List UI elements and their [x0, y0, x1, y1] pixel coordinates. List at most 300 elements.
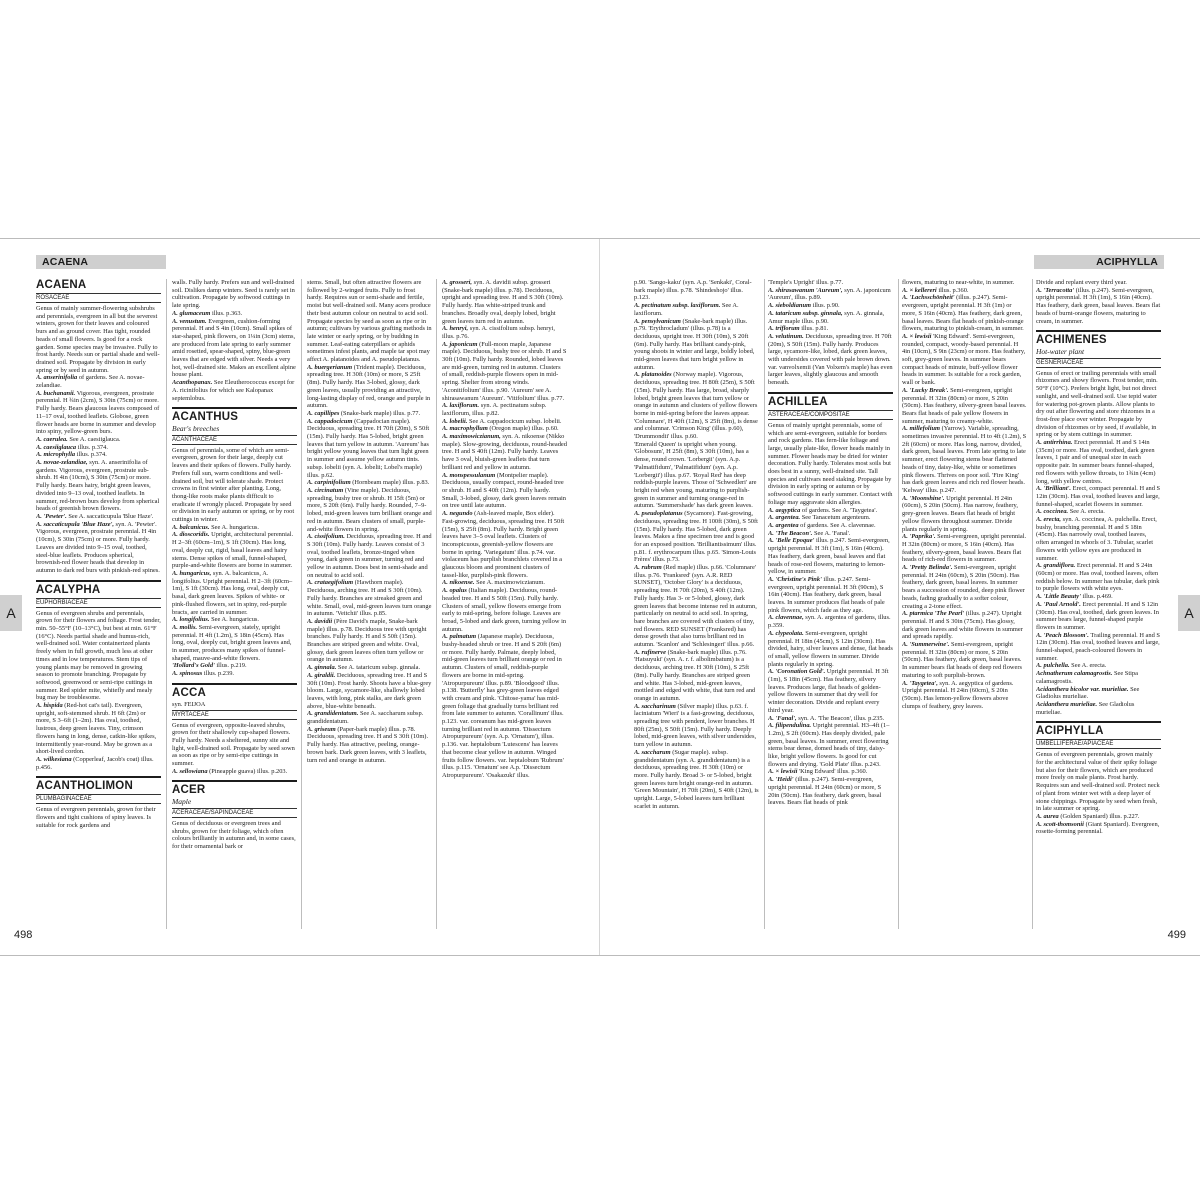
plant-entry — [902, 333, 1027, 387]
plant-description: See Gladiolus murieliae. — [1036, 685, 1140, 701]
plant-entry — [1036, 821, 1161, 836]
plant-description: illus. p.239. — [203, 670, 234, 678]
plant-name: 'Hollard's Gold' — [172, 662, 215, 670]
plant-description: syn. A. cissifolium subsp. henryi, illus. p.76. — [442, 325, 555, 340]
plant-name: A. henryi, — [442, 325, 469, 333]
plant-description: of gardens. See A. 'Taygetea'. — [801, 506, 878, 514]
plant-entry — [768, 522, 893, 530]
family-name: MYRTACEAE — [172, 710, 297, 720]
plant-entry — [172, 616, 297, 624]
plant-name: A. buergerianum — [307, 363, 353, 371]
text-column — [172, 279, 297, 929]
plant-entry — [634, 302, 759, 317]
plant-name: A. sieboldianum — [768, 302, 811, 310]
plant-entry — [634, 703, 759, 749]
family-name: ACERACEAE/SAPINDACEAE — [172, 808, 297, 818]
family-name: GESNERIACEAE — [1036, 358, 1161, 368]
plant-entry — [902, 425, 1027, 494]
plant-name: A. 'Belle Epoque' — [768, 537, 815, 545]
plant-entry — [902, 294, 1027, 333]
plant-entry — [442, 279, 567, 325]
plant-name: A. velutinum. — [768, 332, 804, 340]
plant-name: A. platanoides — [634, 371, 672, 379]
plant-name: A. circinatum — [307, 486, 344, 494]
plant-description: Vigorous, evergreen, prostrate perennial. H ¾in (2cm), S 30in (75cm) or more. Fully hardy. Bears glaucous leaves composed of 11–17 oval, toothed leaflets. Globose, green flower heads are borne in summer and develop into spiny, yellow-green burs. — [36, 389, 160, 436]
plant-entry — [172, 531, 297, 570]
plant-name: A. microphylla — [36, 451, 76, 459]
plant-name: A. negundo — [442, 510, 473, 518]
plant-description: (Cappadocian maple). Deciduous, spreading tree. H 70ft (20m), S 50ft (15m). Fully hardy. Has 5-lobed, bright green leaves that turn yellow in autumn. 'Aureum' has bright yellow young leaves that turn light green in summer and assume yellow autumn tints. subsp. lobelii (syn. A. lobelii; Lobel's maple) illus. p.62. — [307, 417, 430, 479]
plant-entry — [768, 768, 893, 776]
plant-entry — [36, 374, 161, 389]
plant-entry — [1036, 485, 1161, 508]
plant-name: A. anserinifolia — [36, 374, 78, 382]
plant-name: A. davidii — [307, 617, 333, 625]
plant-description: See A. saccharum subsp. grandidentatum. — [307, 710, 424, 726]
plant-entry — [1036, 662, 1161, 670]
plant-entry — [768, 310, 893, 325]
plant-name: A. 'Moonshine'. — [902, 494, 945, 502]
plant-name: A. triflorum — [768, 325, 800, 333]
plant-description: (Hawthorn maple). Deciduous, arching tree. H and S 30ft (10m). Fully hardy. Branches are streaked green and white. Small, oval, mid-green leaves turn orange in autumn. 'Veitchii' illus. p.85. — [307, 579, 432, 618]
plant-entry — [172, 670, 297, 678]
plant-entry — [768, 776, 893, 807]
plant-description: (Sycamore). Fast-growing, deciduous, spreading tree. H 100ft (30m), S 50ft (15m). Fully hardy. Has 5-lobed, dark green leaves. Makes a fine specimen tree and is good for an exposed position. 'Brilliantissimum' illus. p.81. f. erythrocarpum illus. p.65. 'Simon-Louis Frères' illus. p.73. — [634, 510, 758, 564]
plant-description: (Père David's maple, Snake-bark maple) illus. p.78. Deciduous tree with upright branches. Fully hardy. H and S 50ft (15m). Branches are striped green and white. Oval, glossy, dark green leaves often turn yellow or orange in autumn. — [307, 617, 427, 664]
genus-description: Genus of evergreen perennials, grown for their flowers and tight cushions of spiny leaves. Is suitable for rock gardens and — [36, 806, 156, 829]
plant-entry — [1036, 287, 1161, 326]
plant-entry — [36, 390, 161, 436]
common-name: Maple — [172, 797, 192, 807]
plant-description: See A. saccaticupula 'Blue Haze'. — [68, 512, 154, 520]
plant-name: A. dioscoridis. — [172, 531, 210, 539]
plant-name: A. aegyptica — [768, 506, 801, 514]
plant-entry — [172, 379, 297, 402]
family-name: ASTERACEAE/COMPOSITAE — [768, 410, 893, 420]
running-head-right: ACIPHYLLA — [1034, 255, 1164, 269]
plant-name: A. 'Pewter'. — [36, 512, 67, 520]
plant-name: Achnatherum calamagrostis. — [1036, 670, 1113, 678]
text-column — [634, 279, 759, 929]
plant-name: A. 'Pretty Belinda'. — [902, 564, 953, 572]
plant-entry — [172, 768, 297, 776]
genus-description: Genus of evergreen perennials, grown mainly for the architectural value of their spiky foliage but also for their flowers, which are produced more freely on male plants. Frost hardy. Requires sun and well-drained soil. Protect neck of plant from winter wet with a deep layer of stone chippings. Propagate by seed when fresh, in late summer or spring. — [1036, 751, 1160, 813]
plant-description: (Pineapple guava) illus. p.203. — [209, 767, 288, 775]
plant-entry — [307, 664, 432, 672]
plant-description: See A. erecta. — [1069, 508, 1105, 516]
plant-name: A. 'Lucky Break'. — [902, 386, 949, 394]
thumb-index-tab-left: A — [0, 595, 22, 631]
text-column — [902, 279, 1027, 929]
plant-description: Erect perennial. H and S 24in (60cm) or more. Has oval, toothed leaves, often reddish below. In summer has tubular, dark pink to purple flowers with white eyes. — [1036, 562, 1160, 593]
plant-description: Deciduous, spreading tree. H and S 30ft (10m). Frost hardy. Shoots have a blue-grey bloom. Large, sycamore-like, shallowly lobed leaves, with long, pink stalks, are dark green above, blue-white beneath. — [307, 671, 432, 710]
plant-entry — [172, 624, 297, 663]
plant-name: A. 'Lachsschönheit' — [902, 294, 955, 302]
family-name: ACANTHACEAE — [172, 435, 297, 445]
plant-description: (Red-hot cat's tail). Evergreen, upright, soft-stemmed shrub. H 6ft (2m) or more, S 3–6ft (1–2m). Has oval, toothed, lustrous, deep green leaves. Tiny, crimson flowers hang in long, dense, catkin-like spikes, intermittently year-round. May be grown as a short-lived cordon. — [36, 702, 157, 756]
plant-description: (Vine maple). Deciduous, spreading, bushy tree or shrub. H 15ft (5m) or more, S 20ft (6m). Fully hardy. Rounded, 7–9-lobed, mid-green leaves turn brilliant orange and red in autumn. Bears clusters of small, purple-and-white flowers in spring. — [307, 486, 432, 533]
plant-description: (Paper-bark maple) illus. p.78. Deciduous, spreading tree. H and S 30ft (10m). Fully hardy. Has attractive, peeling, orange-brown bark. Dark green leaves, with 3 leaflets, turn red and orange in autumn. — [307, 725, 429, 764]
plant-entry — [36, 702, 161, 756]
plant-name: A. maximowiczianum, — [442, 433, 501, 441]
plant-description: (Snake-bark maple) illus. p.79. 'Erythrocladum' (illus. p.78) is a deciduous, upright tree. H 30ft (10m), S 20ft (6m). Fully hardy. Has brilliant candy-pink, young shoots in winter and large, boldly lobed, mid-green leaves that turn bright yellow in autumn. — [634, 317, 755, 371]
plant-entry — [36, 451, 161, 459]
genus-heading: ACER — [172, 780, 297, 797]
plant-description: Deciduous, spreading tree. H and S 30ft (10m). Fully hardy. Leaves consist of 3 oval, toothed leaflets, bronze-tinged when young, dark green in summer, turning red and yellow in autumn. Does best in semi-shade and on neutral to acid soil. — [307, 533, 432, 579]
plant-name: Acidanthera bicolor var. murieliae. — [1036, 685, 1129, 693]
plant-entry — [307, 618, 432, 664]
plant-description: syn. A. ginnala, Amur maple illus. p.90. — [768, 309, 885, 325]
plant-description: Deciduous, spreading tree. H 70ft (20m), S 50ft (15m). Fully hardy. Produces large, sycamore-like, lobed, dark green leaves, with undersides covered with pale brown down. var. vanvolxemii (Van Volxem's maple) has even larger leaves, slightly glaucous and smooth beneath. — [768, 332, 893, 387]
common-name: Bear's breeches — [172, 424, 220, 434]
plant-description: See Tanacetum argenteum. — [801, 514, 871, 522]
plant-description: of gardens. See A. clavennae. — [800, 521, 876, 529]
plant-entry — [172, 662, 297, 670]
plant-description: See A. 'Fanal'. — [814, 529, 851, 537]
plant-name: A. macrophyllum — [442, 425, 488, 433]
plant-entry — [634, 649, 759, 703]
plant-name: A. glumaceum — [172, 309, 211, 317]
plant-entry — [1036, 813, 1161, 821]
plant-description: syn. A. 'Pewter'. Vigorous, evergreen, prostrate perennial. H 4in (10cm), S 30in (75cm) or more. Fully hardy. Leaves are divided into 9–15 oval, toothed, steel-blue leaflets. Produces spherical, brownish-red flower heads that develop in autumn to dark red burs with pinkish-red spines. — [36, 520, 160, 574]
plant-description: (Golden Spaniard) illus. p.227. — [1060, 812, 1140, 820]
plant-description: See A. hungaricus. — [211, 616, 259, 624]
plant-description: of gardens. See A. novae-zelandiae. — [36, 374, 145, 390]
plant-description: (Norway maple). Vigorous, deciduous, spreading tree. H 80ft (25m), S 50ft (15m). Fully hardy. Has large, broad, sharply lobed, bright green leaves that turn yellow or orange in autumn and clusters of yellow flowers borne in mid-spring before the leaves appear. 'Columnare', H 40ft (12m), S 25ft (8m), is dense and columnar. 'Crimson King' (illus. p.60), 'Drummondii' illus. p.60. — [634, 371, 758, 441]
genus-heading: ACALYPHA — [36, 580, 161, 597]
plant-name: A. spinosus — [172, 670, 203, 678]
plant-description: illus. p.374. — [76, 451, 107, 459]
plant-name: A. 'Coronation Gold'. — [768, 668, 826, 676]
plant-entry — [1036, 670, 1161, 685]
plant-entry — [768, 722, 893, 768]
plant-entry — [1036, 686, 1161, 701]
plant-entry — [634, 749, 759, 811]
text-column — [1036, 279, 1161, 929]
plant-name: A. pectinatum subsp. laxiflorum. — [634, 302, 721, 310]
plant-description: illus. p.219. — [216, 662, 247, 670]
plant-name: A. shirasawanum 'Aureum', — [768, 286, 843, 294]
plant-description: (illus. p.247). Semi-evergreen, upright perennial. H 3ft (1m), S 16in (40cm). Has feathery, dark green, basal leaves. Bears flat heads of burnt-orange flowers, maturing to cream, in summer. — [1036, 286, 1161, 325]
genus-description: 'Temple's Upright' illus. p.77. — [768, 279, 844, 286]
synonym: syn. FEIJOA — [172, 700, 206, 708]
genus-description: p.90. 'Sango-kaku' (syn. A.p. 'Senkaki', Coral-bark maple) illus. p.78. 'Shindeshojo' illus. p.123. — [634, 279, 752, 302]
plant-entry — [1036, 508, 1161, 516]
family-name: UMBELLIFERAE/APIACEAE — [1036, 739, 1161, 749]
genus-description: Genus of mainly summer-flowering subshrubs and perennials, evergreen in all but the severest winters, grown for their leaves and coloured burs and as ground cover. Has tight, rounded heads of small flowers. Is good for a rock garden. Some species may be invasive. Fully to frost hardy. Needs sun or partial shade and well-drained soil. Propagate by division in early spring or by seed in autumn. — [36, 305, 160, 374]
plant-description: (illus. p.247). Semi-evergreen, upright perennial. H 3ft (1m) or more, S 16in (40cm). Has feathery, dark green, basal leaves. Bears flat heads of pinkish-orange flowers, maturing to pinkish-cream, in summer. — [902, 294, 1024, 333]
plant-description: (Ash-leaved maple, Box elder). Fast-growing, deciduous, spreading tree. H 50ft (15m), S 25ft (8m). Fully hardy. Bright green leaves have 3–5 oval leaflets. Clusters of inconspicuous, greenish-yellow flowers are borne in spring. 'Variegatum' illus. p.74. var. violaceum has purplish branchlets covered in a glaucous bloom and prominent clusters of tassel-like, purplish-pink flowers. — [442, 510, 565, 579]
plant-name: A. pseudoplatanus — [634, 510, 683, 518]
plant-name: A. buchananii. — [36, 389, 76, 397]
plant-entry — [902, 533, 1027, 564]
plant-entry — [307, 672, 432, 711]
plant-description: Semi-evergreen, upright perennial. H 24in (60cm), S 20in (50cm). Has feathery, dark green, basal leaves. In summer bears a succession of rounded, deep pink flower heads, fading gradually to a softer colour, creating a 2-tone effect. — [902, 564, 1025, 610]
plant-entry — [768, 302, 893, 310]
text-column — [768, 279, 893, 929]
plant-description: See Stipa calamagrostis. — [1036, 670, 1138, 685]
plant-entry — [36, 436, 161, 444]
thumb-index-tab-right: A — [1178, 595, 1200, 631]
plant-description: illus. p.469. — [1082, 593, 1113, 601]
plant-description: (Montpelier maple). Deciduous, usually compact, round-headed tree or shrub. H and S 40ft (12m). Fully hardy. Small, 3-lobed, glossy, dark green leaves remain on tree until late autumn. — [442, 471, 566, 510]
plant-name: Acidanthera murieliae. — [1036, 700, 1098, 708]
plant-entry — [172, 570, 297, 616]
genus-description: flowers, maturing to near-white, in summer. — [902, 279, 1015, 286]
plant-entry — [172, 318, 297, 380]
plant-description: (Full-moon maple, Japanese maple). Deciduous, bushy tree or shrub. H and S 30ft (10m). Fully hardy. Rounded, lobed leaves are mid-green, turning red in autumn. Clusters of small, reddish-purple flowers open in mid-spring. Shelter from strong winds. 'Aconitifolium' illus. p.90. 'Aureum' see A. shirasawanum 'Aureum'. 'Vitifolium' illus. p.77. — [442, 340, 567, 402]
genus-description: Genus of mainly upright perennials, some of which are semi-evergreen, suitable for borders and rock gardens. Has fern-like foliage and large, usually plate-like, flower heads mainly in summer. Flower heads may be dried for winter decoration. Fully hardy. Tolerates most soils but does best in a sunny, well-drained site. Tall species and cultivars need staking. Propagate by division in early spring or autumn or by softwood cuttings in early summer. Contact with foliage may aggravate skin allergies. — [768, 421, 893, 506]
plant-entry — [442, 633, 567, 779]
plant-entry — [442, 402, 567, 417]
plant-description: Upright perennial. H 24in (60cm), S 20in (50cm). Has narrow, feathery, grey-green leaves. Bears flat heads of bright yellow flowers throughout summer. Divide plants regularly in spring. — [902, 494, 1018, 533]
plant-description: Upright perennial. H 3ft (1m), S 18in (45cm). Has feathery, silvery leaves. Produces large, flat heads of golden-yellow flowers in summer that dry well for winter decoration. Divide and replant every third year. — [768, 668, 889, 714]
plant-entry — [307, 726, 432, 765]
plant-entry — [768, 630, 893, 669]
plant-description: (Silver maple) illus. p.63. f. laciniatum 'Wieri' is a fast-growing, deciduous, spreading tree with pendent, lower branches. H 80ft (25m), S 50ft (15m). Fully hardy. Deeply lobed, mid-green leaves, with silver undersides, turn yellow in autumn. — [634, 702, 757, 749]
plant-description: illus. p.360. — [938, 286, 969, 294]
plant-entry — [172, 310, 297, 318]
plant-entry — [1036, 601, 1161, 632]
column-divider — [764, 279, 765, 929]
plant-description: See Gladiolus murieliae. — [1036, 700, 1135, 716]
plant-entry — [442, 472, 567, 511]
plant-name: A. scott-thomsonii — [1036, 820, 1084, 828]
plant-entry — [768, 576, 893, 615]
plant-description: See A. cappadocicum subsp. lobelii. — [469, 417, 562, 425]
plant-description: See Eleutherococcus except for A. ricinifolius for which see Kalopanax septemlobus. — [172, 379, 295, 402]
plant-name: A. cissifolium. — [307, 533, 345, 541]
plant-name: A. venustum. — [172, 317, 207, 325]
plant-description: 'King Edward' illus. p.360. — [799, 768, 868, 776]
plant-description: Trailing perennial. H and S 12in (30cm). Has oval, toothed leaves and large, funnel-shaped, peach-coloured flowers in summer. — [1036, 631, 1160, 662]
genus-description: Genus of evergreen shrubs and perennials, grown for their flowers and foliage. Frost tender, min. 50–55°F (10–13°C), but best at min. 61°F (16°C). Needs partial shade and humus-rich, well-drained soil. Water containerized plants freely when in full growth, much less at other times and in low temperatures. Stem tips of young plants may be removed in growing season to promote branching. Propagate by softwood, greenwood or semi-ripe cuttings in summer. Red spider mite, whitefly and mealy bug may be troublesome. — [36, 609, 161, 702]
plant-name: A. argentea. — [768, 514, 801, 522]
plant-description: (Snake-bark maple) illus. p.77. — [340, 409, 421, 417]
plant-description: Semi-evergreen, upright perennial. H 32in (80cm) or more, S 20in (50cm). Has feathery, silvery-green basal leaves. Bears flat heads of pale yellow flowers in summer, maturing to creamy-white. — [902, 386, 1027, 425]
family-name: EUPHORBIACEAE — [36, 598, 161, 608]
plant-description: Evergreen, cushion-forming perennial. H and S 4in (10cm). Small spikes of star-shaped, pink flowers, on 1¼in (3cm) stems, are produced from late spring to early summer amid rosetted, spear-shaped, spiny, blue-green leaves that are edged with silver. Needs a very hot, well-drained site. Makes an excellent alpine house plant. — [172, 317, 296, 379]
plant-name: A. saccharinum — [634, 702, 676, 710]
plant-entry — [768, 537, 893, 576]
plant-entry — [172, 524, 297, 532]
plant-name: A. erecta, — [1036, 516, 1062, 524]
plant-entry — [442, 433, 567, 472]
plant-entry — [634, 564, 759, 649]
plant-name: A. × lewisii — [902, 332, 932, 340]
plant-name: A. 'Paprika'. — [902, 533, 936, 541]
plant-name: A. grandidentatum. — [307, 710, 359, 718]
plant-entry — [902, 495, 1027, 534]
text-column — [36, 279, 161, 929]
plant-name: A. 'Brilliant'. — [1036, 485, 1071, 493]
plant-entry — [1036, 516, 1161, 562]
plant-description: (Sugar maple). subsp. grandidentatum (syn. A. grandidentatum) is a deciduous, spreading tree. H 30ft (10m) or more. Fully hardy. Broad 3- or 5-lobed, bright green leaves turn bright orange-red in autumn. 'Green Mountain', H 70ft (20m), S 40ft (12m), is upright. Large, 5-lobed leaves turn brilliant scarlet in autumn. — [634, 748, 759, 810]
plant-entry — [442, 587, 567, 633]
plant-name: A. lobelii. — [442, 417, 468, 425]
plant-name: A. millefolium — [902, 425, 940, 433]
plant-description: syn. A. davidii subsp. grosseri (Snake-bark maple) illus. p.78). Deciduous, upright and spreading tree. H and S 30ft (10m). Fully hardy. Has white-striped trunk and branches. Broadly oval, deeply lobed, bright green leaves turn red in autumn. — [442, 279, 564, 325]
plant-entry — [307, 479, 432, 487]
genus-description: 'Emerald Queen' is upright when young. 'Globosum', H 25ft (8m), S 30ft (10m), has a dense, round crown. 'Lorbergii' (syn. A.p. 'Palmatifidum', 'Palmatifidum' (syn. A.p. 'Lorbergii') illus. p.67. 'Royal Red' has deep reddish-purple leaves. Those of 'Schwedleri' are bright red when young, maturing to purplish-green in summer and turning orange-red in autumn. 'Summershade' has dark green leaves. — [634, 440, 757, 510]
plant-description: Erect perennial. H and S 12in (30cm). Has oval, toothed, dark green leaves. In summer bears large, funnel-shaped purple flowers in summer. — [1036, 600, 1159, 631]
plant-name: A. clavennae, — [768, 614, 804, 622]
plant-entry — [768, 333, 893, 387]
plant-entry — [768, 715, 893, 723]
plant-entry — [768, 530, 893, 538]
plant-entry — [36, 513, 161, 521]
plant-description: syn. A. japonicum 'Aureum', illus. p.89. — [768, 286, 891, 302]
family-name: PLUMBAGINACEAE — [36, 794, 161, 804]
plant-description: Erect perennial. H and S 14in (35cm) or more. Has oval, toothed, dark green leaves, 1 pair and of unequal size in each opposite pair. In summer bears funnel-shaped, red flowers with yellow throats, to 1¾in (4cm) long, with yellow centres. — [1036, 439, 1156, 485]
plant-entry — [307, 710, 432, 725]
plant-entry — [902, 680, 1027, 711]
plant-name: A. × lewisii — [768, 768, 798, 776]
left-page — [0, 239, 600, 955]
plant-name: A. ginnala. — [307, 664, 337, 672]
genus-heading: ACIPHYLLA — [1036, 721, 1161, 738]
column-divider — [166, 279, 167, 929]
plant-entry — [634, 318, 759, 372]
plant-description: Erect, compact perennial. H and S 12in (30cm). Has oval, toothed leaves and large, funnel-shaped, scarlet flowers in summer. — [1036, 485, 1161, 508]
plant-name: A. sellowiana — [172, 767, 208, 775]
genus-description: Genus of erect or trailing perennials with small rhizomes and showy flowers. Frost tender, min. 50°F (10°C). Prefers bright light, but not direct sunlight, and well-drained soil. Use tepid water for watering pot-grown plants. Allow plants to dry out after flowering and store rhizomes in a frost-free place over winter. Propagate by division of rhizomes or by seed, if available, in spring or by stem cuttings in summer. — [1036, 369, 1158, 439]
plant-entry — [902, 387, 1027, 426]
plant-name: A. 'Fanal', — [768, 714, 797, 722]
plant-name: A. opalus — [442, 587, 467, 595]
plant-name: A. 'Little Beauty' — [1036, 593, 1081, 601]
plant-description: (Yarrow). Variable, spreading, sometimes invasive perennial. H to 4ft (1.2m), S 2ft (60cm) or more. Has long, narrow, divided, dark green, basal leaves. From late spring to late summer, erect flowering stems bear flattened heads of tiny, daisy-like, white or sometimes pink flowers. Thrives on poor soil. 'Fire King' has dark green leaves and rich red flower heads. 'Kelway' illus. p.247. — [902, 425, 1027, 494]
family-name: ROSACEAE — [36, 293, 161, 303]
plant-name: A. argentea — [768, 521, 799, 529]
plant-entry — [1036, 562, 1161, 593]
plant-name: A. 'Taygetea', — [902, 679, 938, 687]
column-divider — [1032, 279, 1033, 929]
page-number-left: 498 — [14, 929, 33, 941]
plant-name: A. 'Terracotta' — [1036, 286, 1075, 294]
plant-entry — [307, 364, 432, 410]
plant-entry — [442, 418, 567, 426]
genus-heading: ACAENA — [36, 279, 87, 291]
plant-description: illus. p.90. — [812, 302, 840, 310]
plant-description: 'King Edward'. Semi-evergreen, rounded, compact, woody-based perennial. H 4in (10cm), S 9in (23cm) or more. Has feathery, soft, grey-green leaves. In summer bears compact heads of minute, buff-yellow flower heads in summer. Is suitable for a rock garden, wall or bank. — [902, 332, 1026, 387]
plant-name: A. pensylvanicum — [634, 317, 681, 325]
plant-name: A. caesiiglauca — [36, 443, 77, 451]
plant-entry — [307, 418, 432, 480]
plant-name: A. wilkesiana — [36, 755, 72, 763]
plant-description: (Trident maple). Deciduous, spreading tree. H 30ft (10m) or more, S 25ft (8m). Fully hardy. Has 3-lobed, glossy, dark green leaves, usually providing an attractive, long-lasting display of red, orange and purple in autumn. — [307, 363, 431, 410]
plant-name: A. coccinea. — [1036, 508, 1069, 516]
plant-name: A. grandiflora. — [1036, 562, 1076, 570]
plant-name: A. clypeolata. — [768, 629, 804, 637]
plant-description: (illus. p.247). Semi-evergreen, upright perennial. H 24in (60cm) or more, S 20in (50cm). Has feathery, dark green, basal leaves. Bears flat heads of pink — [768, 776, 882, 807]
plant-entry — [1036, 593, 1161, 601]
plant-name: A. novae-zelandiae, — [36, 459, 88, 467]
plant-entry — [902, 287, 1027, 295]
plant-name: Acanthopanax. — [172, 379, 213, 387]
plant-entry — [442, 579, 567, 587]
plant-description: (Oregon maple) illus. p.60. — [489, 425, 559, 433]
common-name: Hot-water plant — [1036, 347, 1085, 357]
plant-description: Upright perennial. H3–4ft (1–1.2m), S 2ft (60cm). Has deeply divided, pale green, basal leaves. In summer, erect flowering stems bear dense, domed heads of tiny, daisy-like, bright yellow flowers. Is good for cut flowers and drying. 'Gold Plate' illus. p.243. — [768, 722, 890, 768]
plant-description: illus. p.247. Semi-evergreen, upright perennial. H 3ft (90cm), S 16in (40cm). Has feathery, dark green, basal leaves. In summer produces flat heads of pale pink flowers, which fade as they age. — [768, 575, 885, 614]
plant-description: (Japanese maple). Deciduous, bushy-headed shrub or tree. H and S 20ft (6m) or more. Fully hardy. Palmate, deeply lobed, mid-green leaves turn brilliant orange or red in autumn. Clusters of small, reddish-purple flowers are borne in mid-spring. 'Atropurpureum' illus. p.89. 'Bloodgood' illus. p.138. 'Butterfly' has grey-green leaves edged with cream and pink. 'Chitose-yama' has mid-green foliage that gradually turns brilliant red from late summer to autumn. 'Corallinum' illus. p.123. var. coreanum has mid-green leaves turning brilliant red in autumn. 'Dissectum Atropurpureum' (syn. A.p. 'Ornatum'), illus. p.136. var. heptalobum 'Lutescens' has leaves that become clear yellow in autumn. Winged fruits follow flowers. var. heptalobum 'Rubrum' illus. p.115. 'Ornatum' see A.p. 'Dissectum Atropurpureum'. 'Osakazuki' illus. — [442, 633, 564, 779]
text-column — [307, 279, 432, 929]
plant-name: A. grosseri, — [442, 279, 473, 286]
plant-description: Semi-evergreen, upright perennial. H 32in (80cm) or more, S 16in (40cm). Has feathery, silvery-green, basal leaves. Bears flat heads of rich-red flowers in summer. — [902, 533, 1027, 564]
plant-name: A. 'The Beacon'. — [768, 529, 813, 537]
genus-heading: ACANTHOLIMON — [36, 776, 161, 793]
plant-description: (Copperleaf, Jacob's coat) illus. p.456. — [36, 755, 154, 771]
plant-description: Upright, architectural perennial. H 2–3ft (60cm–1m), S 1ft (30cm). Has long, oval, deeply cut, rigid, basal leaves and hairy stems. Dense spikes of small, funnel-shaped, purple-and-white flowers are borne in summer. — [172, 531, 294, 570]
plant-name: A. monspessulanum — [442, 471, 496, 479]
plant-name: A. × kellereri — [902, 286, 937, 294]
page-number-right: 499 — [1167, 929, 1186, 941]
plant-name: A. 'Summerwine'. — [902, 641, 950, 649]
plant-name: A. griseum — [307, 725, 336, 733]
plant-name: A. cappadocicum — [307, 417, 353, 425]
plant-entry — [36, 444, 161, 452]
plant-name: A. rufinerve — [634, 648, 666, 656]
plant-description: syn. A. argentea of gardens, illus. p.359. — [768, 614, 891, 630]
plant-description: See A. laxiflorum. — [634, 302, 739, 317]
plant-name: A. saccaticupula 'Blue Haze', — [36, 520, 114, 528]
plant-description: syn. A. nikoense (Nikko maple). Slow-growing, deciduous, round-headed tree. H and S 40ft (12m). Fully hardy. Leaves have 3 oval, bluish-green leaflets that turn brilliant red and yellow in autumn. — [442, 433, 567, 471]
plant-name: A. pulchella. — [1036, 662, 1070, 670]
plant-name: A. capillipes — [307, 409, 340, 417]
column-divider — [898, 279, 899, 929]
plant-description: (Giant Spaniard). Evergreen, rosette-forming perennial. — [1036, 820, 1160, 836]
genus-description: walls. Fully hardy. Prefers sun and well-drained soil. Dislikes damp winters. Seed is rarely set in cultivation. Propagate by softwood cuttings in late spring. — [172, 279, 295, 310]
plant-entry — [307, 533, 432, 579]
genus-description: stems. Small, but often attractive flowers are followed by 2-winged fruits. Fully to frost hardy. Requires sun or semi-shade and fertile, moist but well-drained soil. Many acers produce their best autumn colour on neutral to acid soil. Propagate species by seed as soon as ripe or in autumn; cultivars by various grafting methods in late winter or early spring, or by budding in summer. Leaf-eating caterpillars or aphids sometimes infest plants, and maple tar spot may affect A. platanoides and A. pseudoplatanus. — [307, 279, 432, 364]
plant-entry — [36, 459, 161, 513]
plant-name: A. hispida — [36, 702, 63, 710]
genus-description: Genus of perennials, some of which are semi-evergreen, grown for their large, deeply cut leaves and their spikes of flowers. Fully hardy. Prefers full sun, warm conditions and well-drained soil, but will tolerate shade. Protect crowns in first winter after planting. Long, thong-like roots make plants difficult to eradicate if wrongly placed. Propagate by seed or division in early autumn or spring, or by root cuttings in winter. — [172, 446, 295, 524]
plant-description: See A. tataricum subsp. ginnala. — [337, 664, 421, 672]
plant-name: A. ptarmica 'The Pearl' — [902, 610, 965, 618]
plant-name: A. antirrhina. — [1036, 439, 1073, 447]
plant-description: See A. hungaricus. — [211, 523, 259, 531]
plant-description: (Snake-bark maple) illus. p.76. 'Hatsuyuki' (syn. A. r. f. albolimbatum) is a deciduous, arching tree. H 30ft (10m), S 25ft (8m). Fully hardy. Branches are striped green and white. Has 3-lobed, mid-green leaves, mottled and edged with white, that turn red and orange in autumn. — [634, 648, 756, 702]
plant-entry — [1036, 632, 1161, 663]
column-divider — [301, 279, 302, 929]
plant-description: See A. maximowiczianum. — [476, 579, 545, 587]
genus-description: Genus of deciduous or evergreen trees and shrubs, grown for their foliage, which often colours brilliantly in autumn and, in some cases, for their ornamental bark or — [172, 819, 296, 851]
plant-name: A. 'Paul Arnold'. — [1036, 600, 1081, 608]
plant-description: syn. A. pectinatum subsp. laxiflorum, illus. p.82. — [442, 402, 547, 417]
plant-description: syn. A. coccinea, A. pulchella. Erect, bushy, branching perennial. H and S 18in (45cm). Has narrowly oval, toothed leaves, often arranged in whorls of 3. Tubular, scarlet flowers with yellow eyes are produced in summer. — [1036, 516, 1157, 562]
plant-name: A. 'Peach Blossom'. — [1036, 631, 1089, 639]
plant-description: illus. p.363. — [211, 309, 243, 317]
plant-entry — [768, 514, 893, 522]
book-spread — [0, 238, 1200, 956]
plant-name: A. japonicum — [442, 340, 478, 348]
plant-name: A. caerulea. — [36, 435, 68, 443]
column-divider — [436, 279, 437, 929]
plant-description: (Italian maple). Deciduous, round-headed tree. H and S 50ft (15m). Fully hardy. Clusters of small, yellow flowers emerge from early to mid-spring, before foliage. Leaves are broad, 5-lobed and dark green, turning yellow in autumn. — [442, 587, 567, 633]
plant-entry — [442, 425, 567, 433]
plant-entry — [768, 507, 893, 515]
genus-heading: ACCA — [172, 683, 297, 700]
plant-description: See A. caesiiglauca. — [69, 435, 121, 443]
plant-entry — [442, 510, 567, 579]
genus-description: Divide and replant every third year. — [1036, 279, 1127, 286]
plant-name: A. longifolius. — [172, 616, 210, 624]
plant-description: See A. erecta. — [1071, 662, 1107, 670]
plant-entry — [307, 579, 432, 618]
genus-heading: ACHILLEA — [768, 392, 893, 409]
